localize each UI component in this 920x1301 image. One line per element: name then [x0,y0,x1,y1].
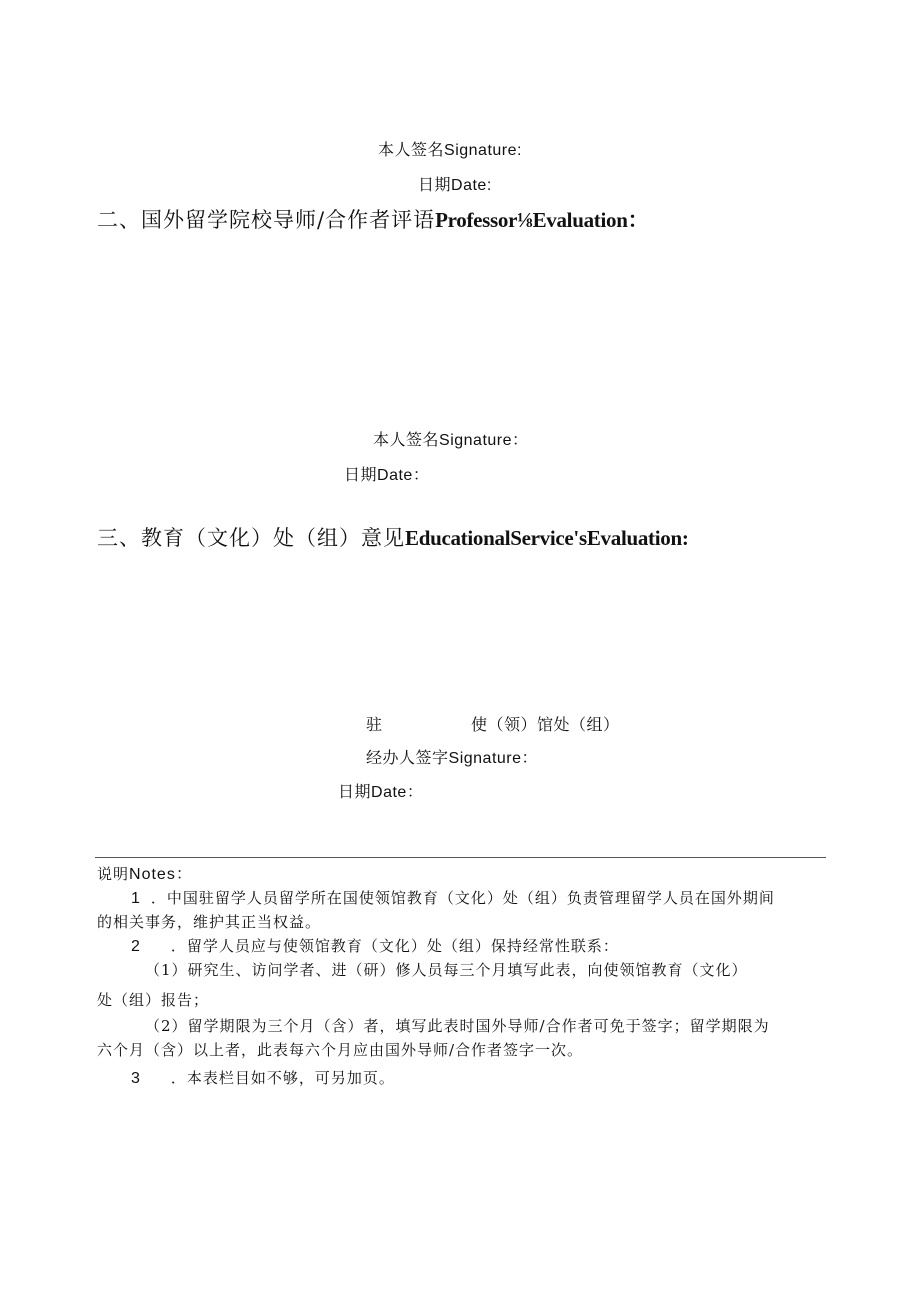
student-signature-line [378,137,522,160]
handler-signature-label: 经办人签字 [366,748,449,767]
notes-title [97,862,193,887]
handler-date-en: Date： [371,784,424,801]
education-service-heading [97,522,689,552]
professor-signature-line [373,427,529,450]
note-item-1-line-1 [131,886,775,911]
embassy-suffix: 使（领）馆处（组） [471,715,620,734]
handler-date-label: 日期 [338,782,372,801]
student-signature-en: Signature: [444,142,522,159]
note-sub-2-line-1: （2）留学期限为三个月（含）者，填写此表时国外导师/合作者可免于签字；留学期限为 [145,1017,770,1035]
handler-signature-line [366,745,538,768]
student-signature-label: 本人签名 [378,140,445,159]
student-date-en: Date: [451,177,492,194]
professor-date-label: 日期 [344,465,378,484]
note-item-2 [131,934,619,959]
note-item-2-number: 2 [131,938,141,955]
handler-signature-en: Signature： [448,750,539,767]
student-date-line [418,172,492,195]
notes-title-en: Notes： [129,866,193,883]
professor-evaluation-heading-en: Professor⅛Evaluation： [435,208,649,232]
professor-evaluation-heading [97,204,648,234]
note-item-3-number: 3 [131,1070,141,1087]
note-item-1-line-2: 的相关事务，维护其正当权益。 [97,913,322,931]
professor-date-en: Date： [377,467,430,484]
professor-date-line [344,462,429,485]
note-sub-1-line-2: 处（组）报告； [97,991,210,1009]
handler-date-line [338,779,423,802]
professor-evaluation-heading-cn: 二、国外留学院校导师/合作者评语 [97,208,436,232]
professor-signature-label: 本人签名 [373,430,440,449]
education-service-heading-cn: 三、教育（文化）处（组）意见 [97,526,405,550]
note-item-1-number: 1 [131,890,141,907]
notes-divider [95,857,826,858]
note-sub-2-line-2: 六个月（含）以上者，此表每六个月应由国外导师/合作者签字一次。 [97,1041,584,1059]
embassy-prefix: 驻 [366,715,383,734]
note-item-3-text: ．本表栏目如不够，可另加页。 [170,1069,395,1087]
note-item-2-text: ．留学人员应与使领馆教育（文化）处（组）保持经常性联系： [170,937,619,955]
notes-title-cn: 说明 [97,865,130,883]
professor-signature-en: Signature： [439,432,529,449]
education-service-heading-en: EducationalService'sEvaluation: [405,526,689,550]
student-date-label: 日期 [418,175,452,194]
note-item-3 [131,1066,395,1091]
note-item-1-text: ．中国驻留学人员留学所在国使领馆教育（文化）处（组）负责管理留学人员在国外期间 [150,889,775,907]
note-sub-1-line-1: （1）研究生、访问学者、进（研）修人员每三个月填写此表，向使领馆教育（文化） [145,961,748,979]
